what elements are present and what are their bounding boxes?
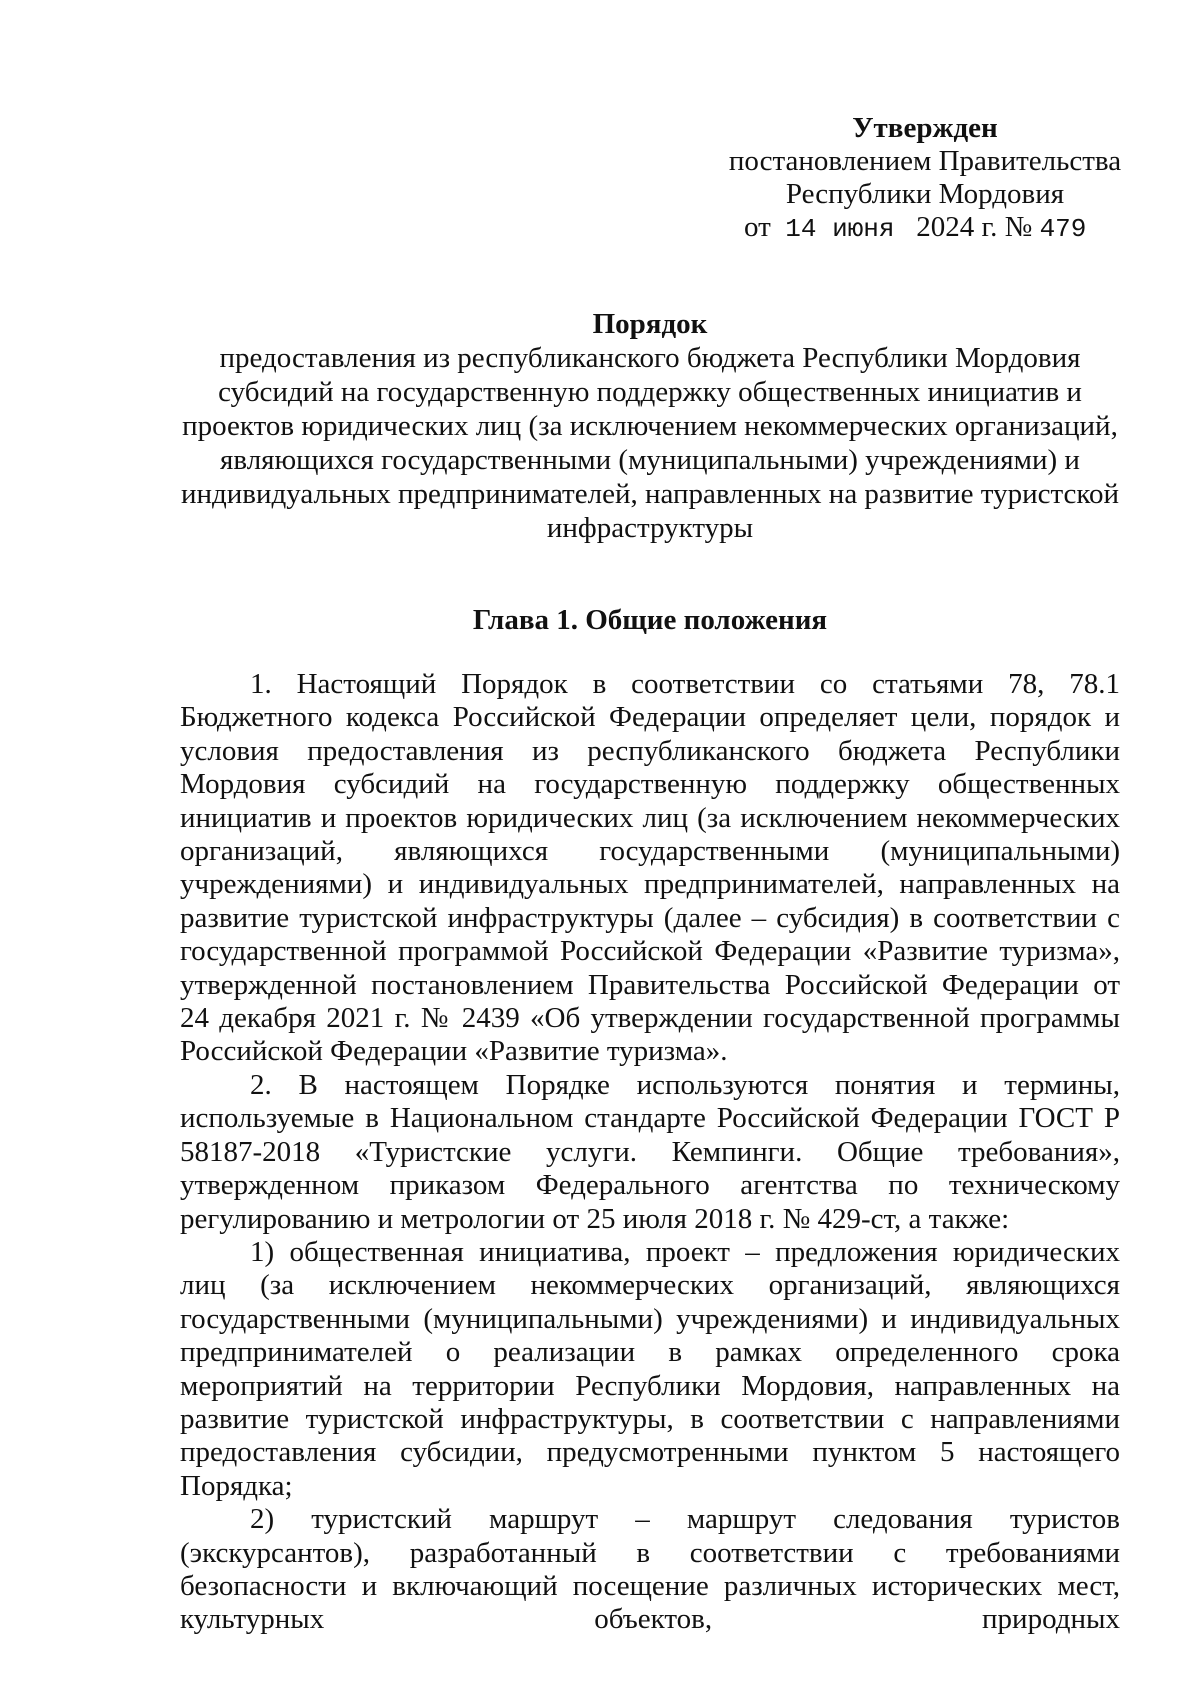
document-number: 479 [1039,214,1087,244]
title-line: являющихся государственными (муниципальными) учреждениями) и [220,444,1080,476]
paragraph: 1) общественная инициатива, проект – предложения юридических лиц (за исключением некоммерческих организаций, являющихся государственными (муниципальными) учреждениями) и индивидуальных предпринимателей о реализации в рамках определенного срока мероприятий на территории Республики Мордовия, направленных на развитие туристской инфраструктуры, в соответствии с направлениями предоставления субсидии, предусмотренными пунктом 5 настоящего Порядка; [180,1235,1120,1502]
date-prefix: от [744,211,771,243]
approval-stamp [700,112,1150,246]
approval-line: Республики Мордовия [785,178,1065,210]
paragraph: 1. Настоящий Порядок в соответствии со статьями 78, 78.1 Бюджетного кодекса Российской Федерации определяет цели, порядок и условия предоставления из республиканского бюджета Республики Мордовия субсидий на государственную поддержку общественных инициатив и проектов юридических лиц (за исключением некоммерческих организаций, являющихся государственными (муниципальными) учреждениями) и индивидуальных предпринимателей, направленных на развитие туристской инфраструктуры (далее – субсидия) в соответствии с государственной программой Российской Федерации «Развитие туризма», утвержденной постановлением Правительства Российской Федерации от 24 декабря 2021 г. № 2439 «Об утверждении государственной программы Российской Федерации «Развитие туризма». [180,668,1120,1068]
approval-line: постановлением Правительства [728,145,1122,177]
title-heading: Порядок [592,308,708,340]
date-value: 14 июня [785,214,895,244]
title-line: инфраструктуры [546,512,754,544]
document-title [180,307,1120,545]
title-line: проектов юридических лиц (за исключением некоммерческих организаций, [182,410,1118,442]
title-line: индивидуальных предпринимателей, направленных на развитие туристской [180,478,1120,510]
title-line: субсидий на государственную поддержку общественных инициатив и [218,376,1082,408]
approval-heading: Утвержден [852,112,998,144]
approval-date-line [700,211,1150,246]
title-line: предоставления из республиканского бюджета Республики Мордовия [219,342,1081,374]
paragraph: 2) туристский маршрут – маршрут следования туристов (экскурсантов), разработанный в соответствии с требованиями безопасности и включающий посещение различных исторических мест, культурных объектов, природных [180,1503,1120,1636]
paragraph: 2. В настоящем Порядке используются понятия и термины, используемые в Национальном стандарте Российской Федерации ГОСТ Р 58187-2018 «Туристские услуги. Кемпинги. Общие требования», утвержденном приказом Федерального агентства по техническому регулированию и метрологии от 25 июля 2018 г. № 429-ст, а также: [180,1068,1120,1235]
chapter-heading: Глава 1. Общие положения [472,604,828,636]
document-body [180,668,1120,1637]
date-year: 2024 г. № [916,211,1033,243]
